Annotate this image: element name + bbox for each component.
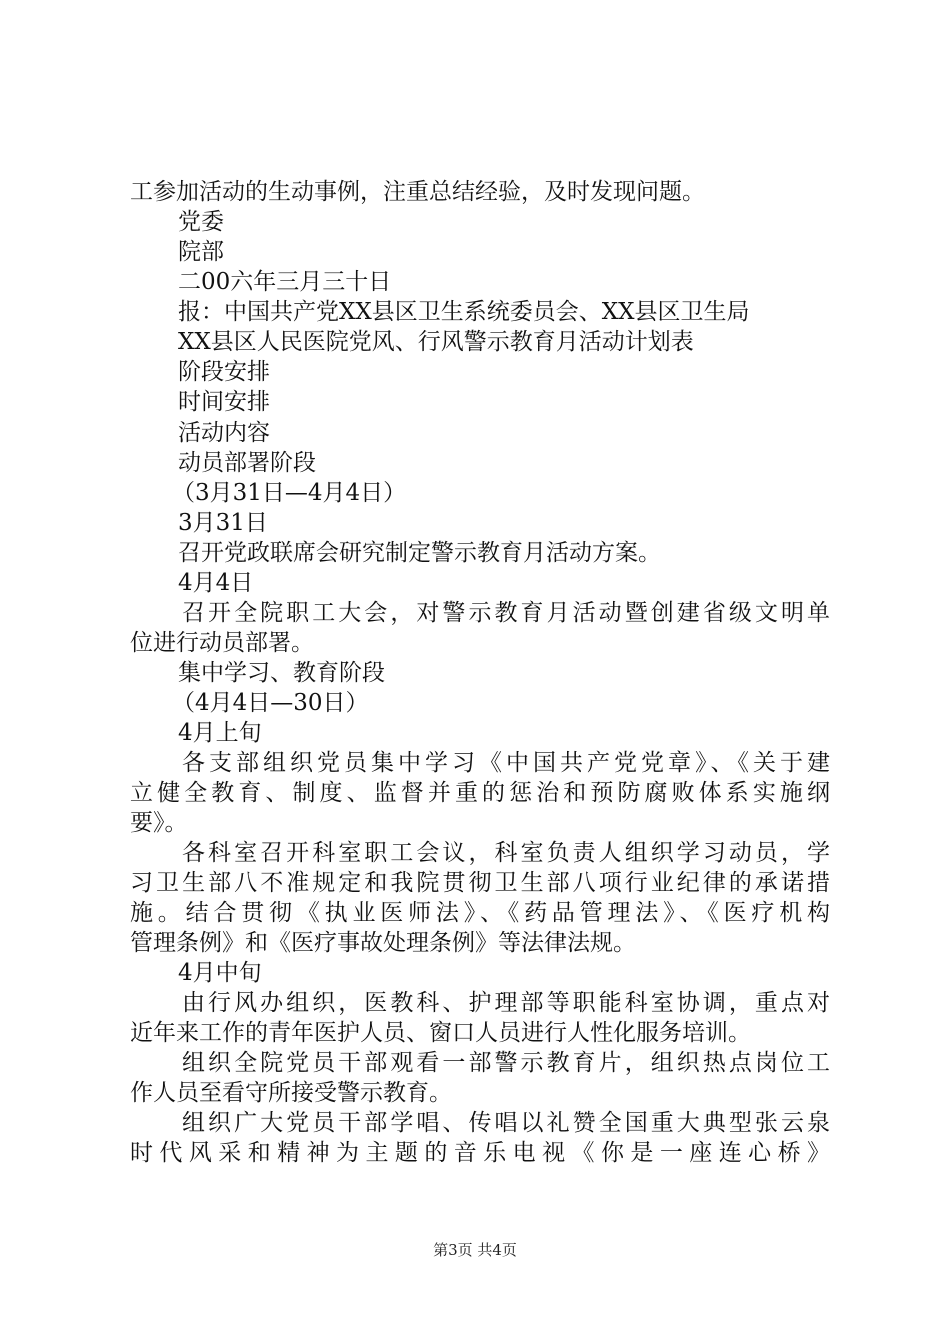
content-cell: 施。结合贯彻《执业医师法》、《药品管理法》、《医疗机构 xyxy=(130,900,830,926)
content-cell: 管理条例》和《医疗事故处理条例》等法律法规。 xyxy=(130,930,636,956)
time-cell: 4月中旬 xyxy=(178,960,262,986)
stage-date-range: （3月31日—4月4日） xyxy=(172,480,407,506)
content-cell: 组织广大党员干部学唱、传唱以礼赞全国重大典型张云泉 xyxy=(182,1110,830,1136)
stage-date-range: （4月4日—30日） xyxy=(172,690,369,716)
stage-title: 集中学习、教育阶段 xyxy=(178,660,385,686)
content-cell: 召开全院职工大会，对警示教育月活动暨创建省级文明单 xyxy=(182,600,830,626)
signature-line: 院部 xyxy=(178,239,224,265)
table-header-cell: 阶段安排 xyxy=(178,359,270,385)
table-header-cell: 活动内容 xyxy=(178,420,270,446)
content-cell: 要》。 xyxy=(130,810,188,836)
content-cell: 位进行动员部署。 xyxy=(130,630,314,656)
time-cell: 3月31日 xyxy=(178,510,268,536)
date-line: 二00六年三月三十日 xyxy=(178,269,392,295)
content-cell: 习卫生部八不准规定和我院贯彻卫生部八项行业纪律的承诺措 xyxy=(130,870,830,896)
content-cell: 各科室召开科室职工会议，科室负责人组织学习动员，学 xyxy=(182,840,830,866)
content-cell: 组织全院党员干部观看一部警示教育片，组织热点岗位工 xyxy=(182,1050,830,1076)
content-cell: 由行风办组织，医教科、护理部等职能科室协调，重点对 xyxy=(182,990,830,1016)
page-footer: 第3页 共4页 xyxy=(433,1241,517,1259)
content-cell: 召开党政联席会研究制定警示教育月活动方案。 xyxy=(178,540,661,566)
table-title: XX县区人民医院党风、行风警示教育月活动计划表 xyxy=(178,329,694,355)
content-cell: 时代风采和精神为主题的音乐电视《你是一座连心桥》 xyxy=(130,1140,830,1166)
time-cell: 4月4日 xyxy=(178,570,254,596)
table-header-cell: 时间安排 xyxy=(178,389,270,415)
recipient-line: 报：中国共产党XX县区卫生系统委员会、XX县区卫生局 xyxy=(178,299,750,325)
body-line: 工参加活动的生动事例，注重总结经验，及时发现问题。 xyxy=(130,179,705,205)
content-cell: 近年来工作的青年医护人员、窗口人员进行人性化服务培训。 xyxy=(130,1020,751,1046)
stage-title: 动员部署阶段 xyxy=(178,450,316,476)
content-cell: 作人员至看守所接受警示教育。 xyxy=(130,1080,452,1106)
content-cell: 各支部组织党员集中学习《中国共产党党章》、《关于建 xyxy=(182,750,830,776)
signature-line: 党委 xyxy=(178,209,224,235)
time-cell: 4月上旬 xyxy=(178,720,262,746)
content-cell: 立健全教育、制度、监督并重的惩治和预防腐败体系实施纲 xyxy=(130,780,830,806)
